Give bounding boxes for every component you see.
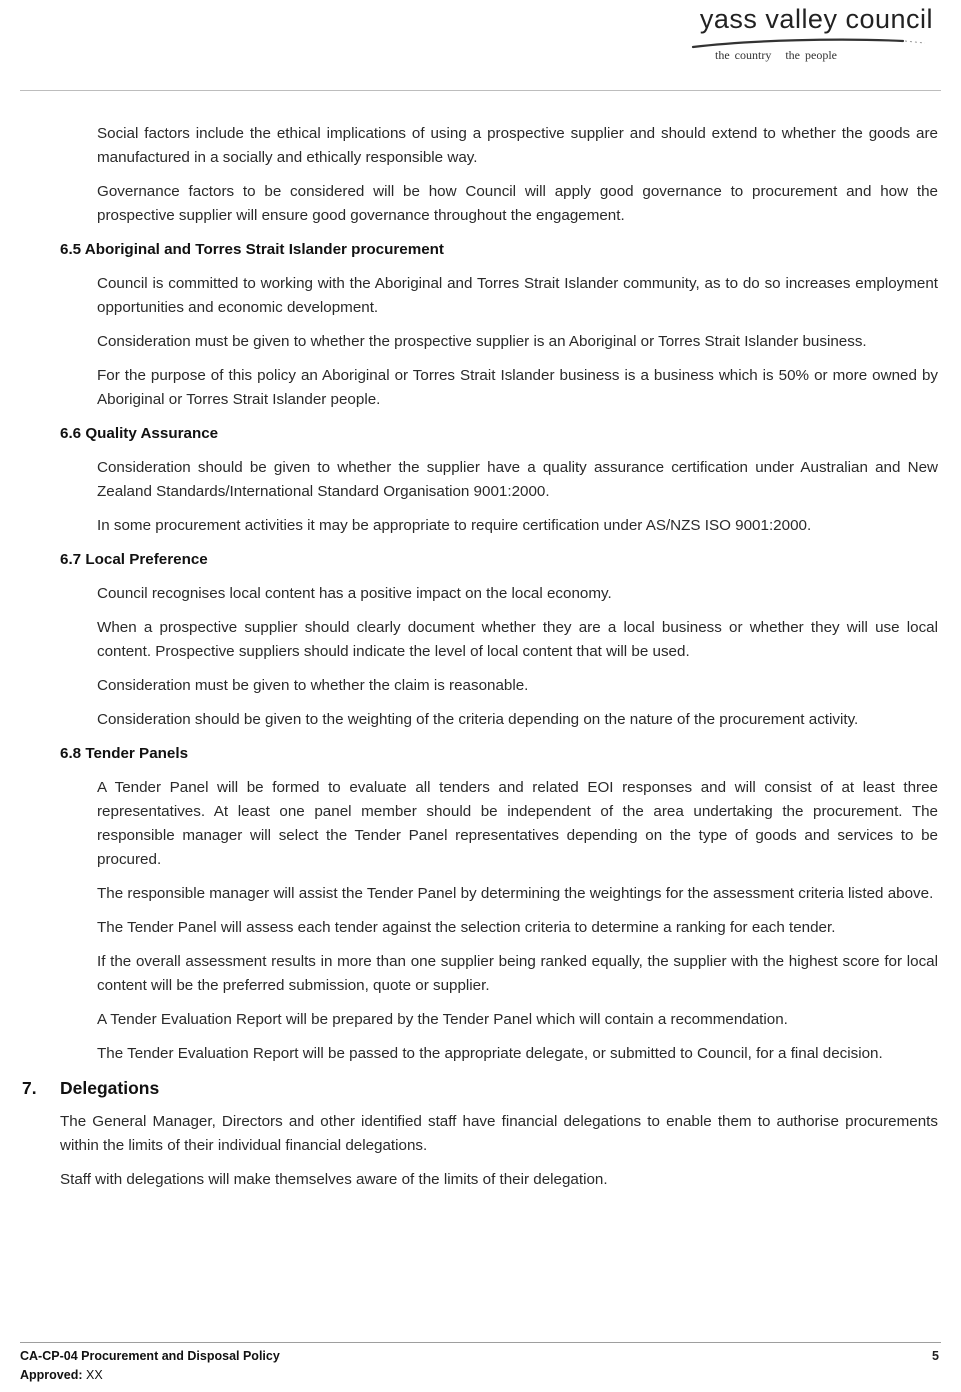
section-7-number: 7.: [22, 1078, 37, 1098]
section-6-6-paragraph-2: In some procurement activities it may be appropriate to require certification under AS/NZS ISO 9001:2000.: [97, 517, 812, 534]
footer-approved-value: XX: [85, 1368, 103, 1382]
council-logo: [683, 4, 933, 70]
section-6-5-paragraph-1: Council is committed to working with the Aboriginal and Torres Strait Islander community, as to do so increases employment opportunities and economic development.: [97, 275, 938, 316]
logo-name: yass valley council: [699, 4, 933, 34]
section-6-5-paragraph-3: For the purpose of this policy an Aboriginal or Torres Strait Islander business is a business which is 50% or more owned by Aboriginal or Torres Strait Islander people.: [97, 367, 938, 408]
document-body: [0, 122, 961, 1202]
page-number: 5: [932, 1349, 939, 1363]
section-6-5-heading: 6.5 Aboriginal and Torres Strait Islander procurement: [60, 241, 444, 258]
section-6-8-paragraph-3: The Tender Panel will assess each tender against the selection criteria to determine a ranking for each tender.: [97, 919, 836, 936]
footer-approved: [20, 1366, 941, 1385]
page-footer: [20, 1342, 941, 1385]
section-6-6-heading: 6.6 Quality Assurance: [60, 425, 219, 442]
section-6-7-paragraph-1: Council recognises local content has a positive impact on the local economy.: [97, 585, 612, 602]
section-6-8-paragraph-2: The responsible manager will assist the Tender Panel by determining the weightings for the assessment criteria listed above.: [97, 885, 934, 902]
section-6-8-paragraph-5: A Tender Evaluation Report will be prepared by the Tender Panel which will contain a recommendation.: [97, 1011, 788, 1028]
section-6-8-heading: 6.8 Tender Panels: [60, 745, 189, 762]
section-6-8-paragraph-6: The Tender Evaluation Report will be passed to the appropriate delegate, or submitted to Council, for a final decision.: [97, 1045, 883, 1062]
section-6-8-paragraph-4: If the overall assessment results in more than one supplier being ranked equally, the supplier with the highest score for local content will be the preferred submission, quote or supplier.: [97, 953, 938, 994]
section-6-7-paragraph-3: Consideration must be given to whether the claim is reasonable.: [97, 677, 529, 694]
section-7-heading: [22, 1076, 961, 1100]
footer-approved-label: Approved:: [20, 1368, 83, 1382]
section-6-6-paragraph-1: Consideration should be given to whether the supplier have a quality assurance certification under Australian and New Zealand Standards/International Standard Organisation 9001:2000.: [97, 459, 938, 500]
logo-tagline: [715, 48, 837, 63]
section-7-title: Delegations: [60, 1078, 160, 1098]
section-6-5-paragraph-2: Consideration must be given to whether the prospective supplier is an Aboriginal or Torres Strait Islander business.: [97, 333, 867, 350]
section-7-paragraph-1: The General Manager, Directors and other identified staff have financial delegations to enable them to authorise procurements within the limits of their individual financial delegations.: [60, 1113, 938, 1154]
intro-paragraph-1: Social factors include the ethical implications of using a prospective supplier and should extend to whether the goods are manufactured in a socially and ethically responsible way.: [97, 125, 938, 166]
page-header: [20, 0, 941, 91]
section-6-7-paragraph-2: When a prospective supplier should clearly document whether they are a local business or whether they will use local content. Prospective suppliers should indicate the level of local content that will be used.: [97, 619, 938, 660]
section-6-7-paragraph-4: Consideration should be given to the weighting of the criteria depending on the nature of the procurement activity.: [97, 711, 859, 728]
section-6-8-paragraph-1: A Tender Panel will be formed to evaluate all tenders and related EOI responses and will consist of at least three representatives. At least one panel member should be independent of the area undertaking the procurement. The responsible manager will select the Tender Panel representatives depending on the type of goods and services to be procured.: [97, 779, 938, 868]
intro-paragraph-2: Governance factors to be considered will be how Council will apply good governance to procurement and how the prospective supplier will ensure good governance throughout the engagement.: [97, 183, 938, 224]
section-7-paragraph-2: Staff with delegations will make themselves aware of the limits of their delegation.: [60, 1171, 608, 1188]
logo-tag-country: the country: [715, 48, 772, 62]
logo-tag-people: the people: [785, 48, 837, 62]
section-6-7-heading: 6.7 Local Preference: [60, 551, 208, 568]
footer-doc-title: CA-CP-04 Procurement and Disposal Policy: [20, 1349, 280, 1363]
